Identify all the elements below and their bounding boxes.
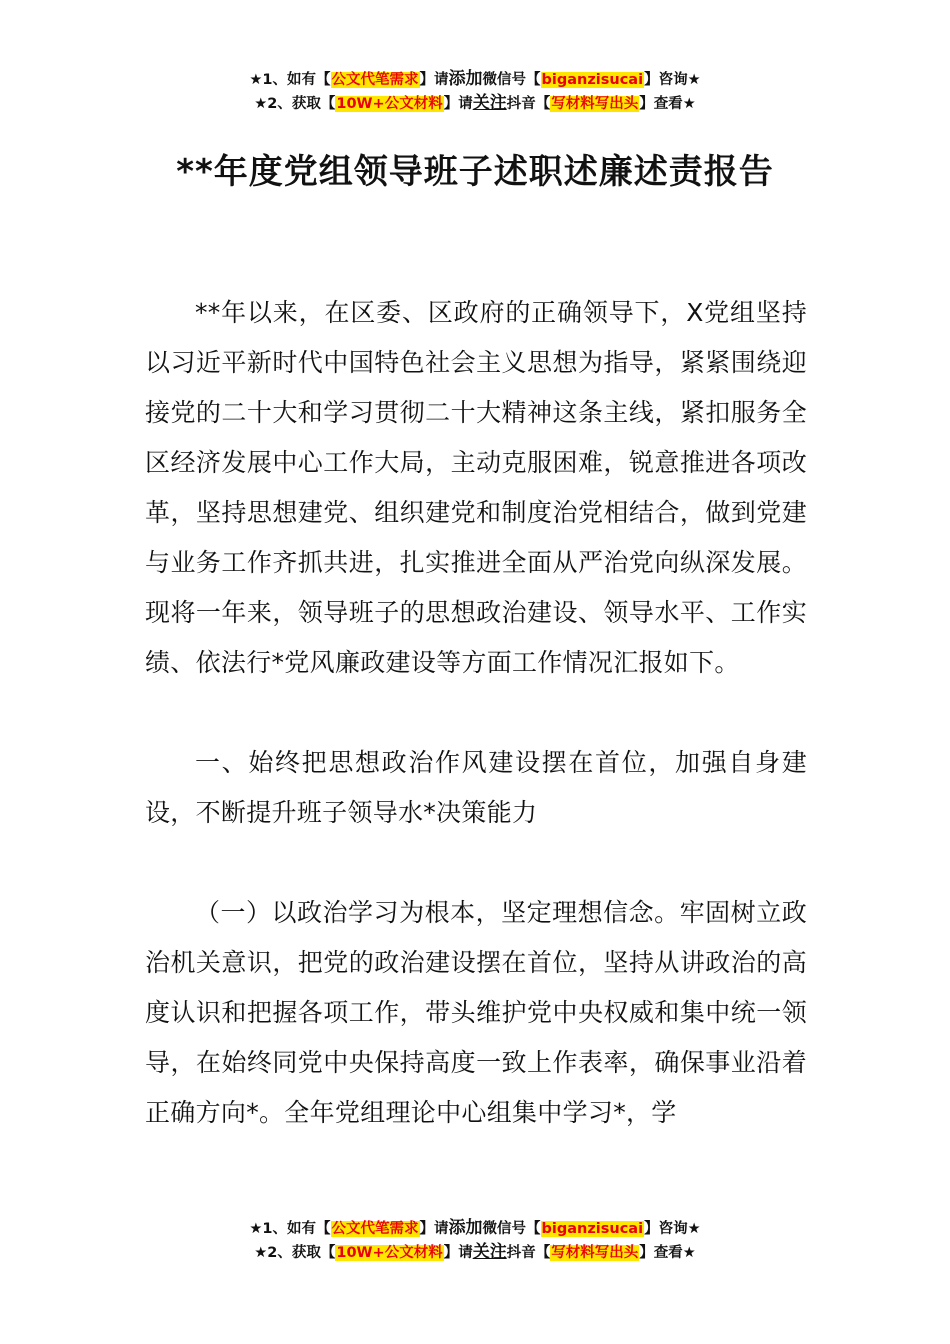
banner-text: 】查看★: [639, 96, 696, 112]
paragraph-spacer: [145, 688, 807, 738]
footer-banner: [0, 1217, 950, 1265]
header-banner: [0, 68, 950, 116]
section-heading: 一、始终把思想政治作风建设摆在首位，加强自身建设，不断提升班子领导水*决策能力: [145, 748, 807, 827]
banner-text: ★1、如有【: [249, 72, 331, 88]
banner-text: 】请: [419, 72, 449, 88]
banner-text: 抖音【: [506, 96, 551, 112]
banner-text: 】咨询★: [644, 1221, 701, 1237]
banner-highlight-wechat: biganzisucai: [541, 72, 644, 88]
banner-emphasis: 添加: [448, 1218, 483, 1238]
subsection-paragraph: （一）以政治学习为根本，坚定理想信念。牢固树立政治机关意识，把党的政治建设摆在首位，坚持从讲政治的高度认识和把握各项工作，带头维护党中央权威和集中统一领导，在始终同党中央保持高度一致上作表率，确保事业沿着正确方向*。全年党组理论中心组集中学习*，学: [145, 898, 807, 1127]
banner-text: ★2、获取【: [254, 96, 336, 112]
paragraph-spacer: [145, 838, 807, 888]
banner-highlight-wechat: biganzisucai: [541, 1221, 644, 1237]
banner-line-2: [0, 1241, 950, 1265]
banner-text: 微信号【: [482, 1221, 541, 1237]
banner-emphasis: 关注: [472, 1242, 507, 1262]
banner-line-2: [0, 92, 950, 116]
banner-highlight-materials: 10W+公文材料: [336, 96, 443, 112]
banner-text: 】请: [443, 1245, 473, 1261]
banner-text: ★2、获取【: [254, 1245, 336, 1261]
banner-emphasis: 关注: [472, 93, 507, 113]
banner-highlight-douyin: 写材料写出头: [551, 96, 639, 112]
banner-text: 】请: [443, 96, 473, 112]
banner-highlight-service: 公文代笔需求: [331, 72, 419, 88]
banner-highlight-materials: 10W+公文材料: [336, 1245, 443, 1261]
banner-text: 】咨询★: [644, 72, 701, 88]
banner-text: 】请: [419, 1221, 449, 1237]
banner-text: 抖音【: [506, 1245, 551, 1261]
banner-highlight-douyin: 写材料写出头: [551, 1245, 639, 1261]
banner-line-1: [0, 1217, 950, 1241]
banner-line-1: [0, 68, 950, 92]
document-title: **年度党组领导班子述职述廉述责报告: [176, 152, 774, 192]
banner-highlight-service: 公文代笔需求: [331, 1221, 419, 1237]
banner-emphasis: 添加: [448, 69, 483, 89]
intro-paragraph: **年以来，在区委、区政府的正确领导下，X党组坚持以习近平新时代中国特色社会主义思想为指导，紧紧围绕迎接党的二十大和学习贯彻二十大精神这条主线，紧扣服务全区经济发展中心工作大局，主动克服困难，锐意推进各项改革，坚持思想建党、组织建党和制度治党相结合，做到党建与业务工作齐抓共进，扎实推进全面从严治党向纵深发展。现将一年来，领导班子的思想政治建设、领导水平、工作实绩、依法行*党风廉政建设等方面工作情况汇报如下。: [145, 298, 807, 677]
banner-text: 】查看★: [639, 1245, 696, 1261]
document-body: [145, 288, 807, 1138]
banner-text: ★1、如有【: [249, 1221, 331, 1237]
banner-text: 微信号【: [482, 72, 541, 88]
